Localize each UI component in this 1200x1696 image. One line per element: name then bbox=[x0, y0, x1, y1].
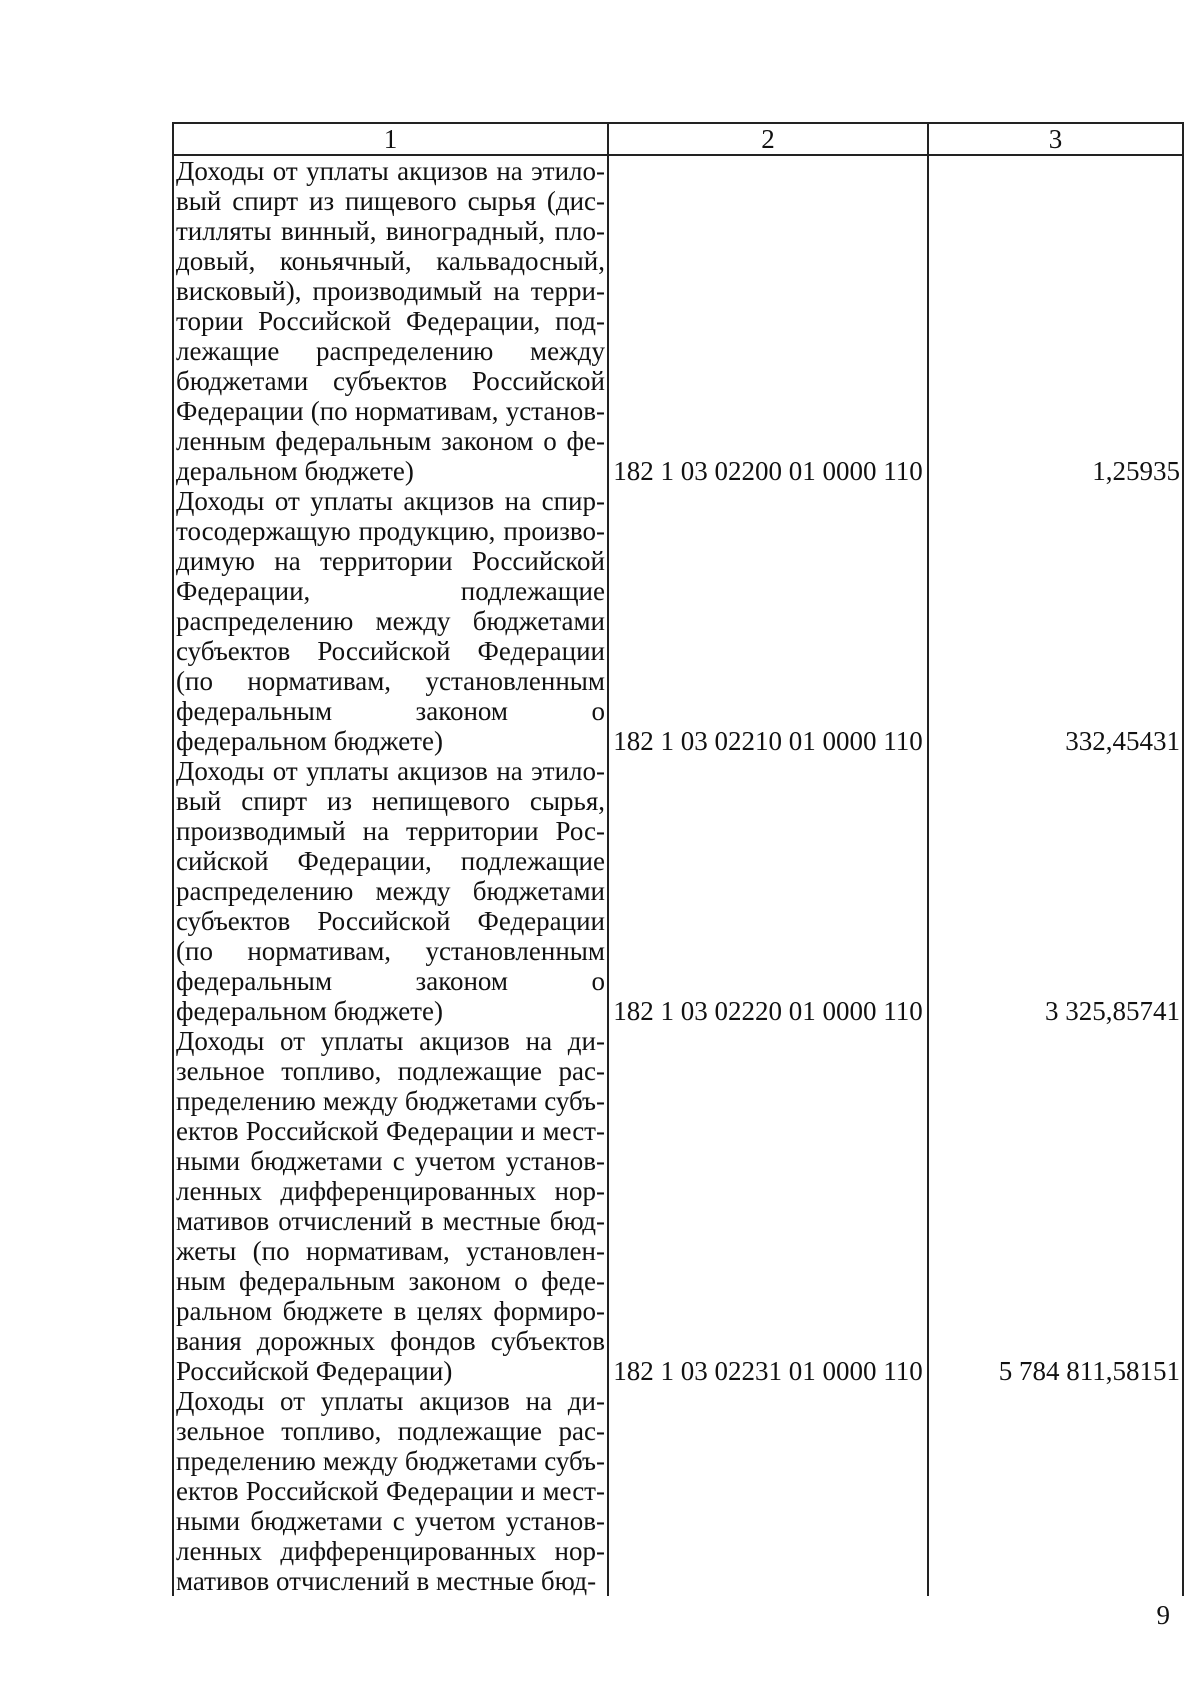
table-row bbox=[173, 1386, 1183, 1596]
row-code: 182 1 03 02210 01 0000 110 bbox=[608, 486, 928, 756]
table-row bbox=[173, 486, 1183, 756]
row-amount: 5 784 811,58151 bbox=[928, 1026, 1183, 1386]
table-row bbox=[173, 756, 1183, 1026]
header-col-1: 1 bbox=[173, 123, 608, 155]
revenue-table bbox=[172, 122, 1184, 1596]
row-code: 182 1 03 02231 01 0000 110 bbox=[608, 1026, 928, 1386]
row-amount: 1,25935 bbox=[928, 155, 1183, 486]
page-number: 9 bbox=[1156, 1600, 1170, 1630]
row-code: 182 1 03 02220 01 0000 110 bbox=[608, 756, 928, 1026]
row-code bbox=[608, 1386, 928, 1596]
row-description: Доходы от уплаты акцизов на спиртосодержащую продукцию, производимую на территории Российской Федерации, подлежащие распределению между бюджетами субъектов Российской Федерации (по нормативам, установленным федеральным законом о федеральном бюджете) bbox=[173, 486, 608, 756]
header-col-3: 3 bbox=[928, 123, 1183, 155]
table-row bbox=[173, 155, 1183, 486]
row-amount: 3 325,85741 bbox=[928, 756, 1183, 1026]
row-description: Доходы от уплаты акцизов на этиловый спирт из непищевого сырья, производимый на территории Российской Федерации, подлежащие распределению между бюджетами субъектов Российской Федерации (по нормативам, установленным федеральным законом о федеральном бюджете) bbox=[173, 756, 608, 1026]
table-header-row bbox=[173, 123, 1183, 155]
row-description: Доходы от уплаты акцизов на этиловый спирт из пищевого сырья (дистилляты винный, виноградный, плодовый, коньячный, кальвадосный, висковый), производимый на территории Российской Федерации, подлежащие распределению между бюджетами субъектов Российской Федерации (по нормативам, установленным федеральным законом о федеральном бюджете) bbox=[173, 155, 608, 486]
row-description: Доходы от уплаты акцизов на дизельное топливо, подлежащие распределению между бюджетами субъектов Российской Федерации и местными бюджетами с учетом установленных дифференцированных нормативов отчислений в местные бюджеты (по нормативам, установленным федеральным законом о федеральном бюджете в целях формирования дорожных фондов субъектов Российской Федерации) bbox=[173, 1026, 608, 1386]
header-col-2: 2 bbox=[608, 123, 928, 155]
row-amount bbox=[928, 1386, 1183, 1596]
row-description: Доходы от уплаты акцизов на дизельное топливо, подлежащие распределению между бюджетами субъектов Российской Федерации и местными бюджетами с учетом установленных дифференцированных нормативов отчислений в местные бюд- bbox=[173, 1386, 608, 1596]
row-amount: 332,45431 bbox=[928, 486, 1183, 756]
table-row bbox=[173, 1026, 1183, 1386]
row-code: 182 1 03 02200 01 0000 110 bbox=[608, 155, 928, 486]
